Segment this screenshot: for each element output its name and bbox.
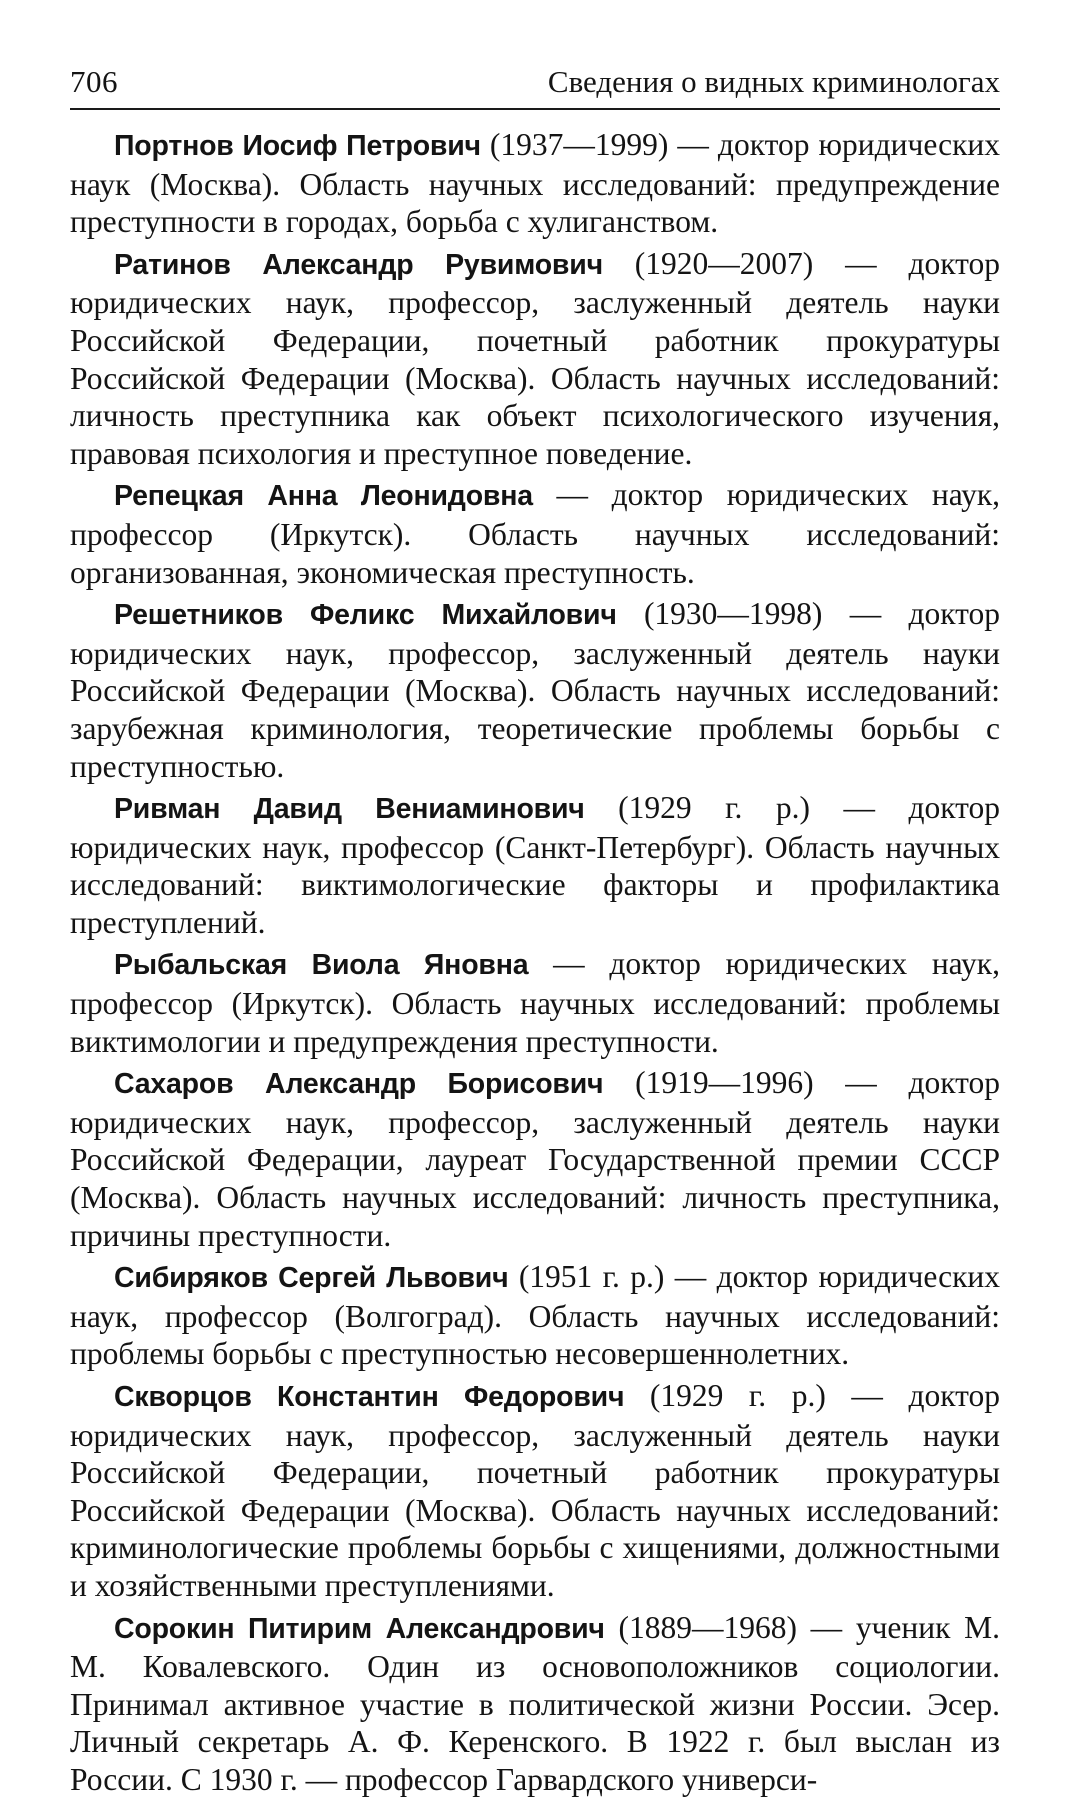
page-header bbox=[70, 62, 1000, 110]
biography-entry bbox=[70, 1064, 1000, 1254]
biography-entry bbox=[70, 789, 1000, 941]
biography-entry bbox=[70, 245, 1000, 473]
biography-entry bbox=[70, 1609, 1000, 1799]
entry-text: (1889—1968) — ученик М. М. Ковалевского. Один из основоположников социологии. Принимал активное участие в политической жизни России. Эсер. Личный секретарь А. Ф. Керенского. В 1922 г. был выслан из России. С 1930 г. — профессор Гарвардского универси- bbox=[70, 1609, 1000, 1797]
person-name: Репецкая Анна Леонидовна bbox=[114, 480, 533, 513]
person-name: Рыбальская Виола Яновна bbox=[114, 949, 529, 982]
entry-text: (1919—1996) — доктор юридических наук, профессор, заслуженный деятель науки Российской Федерации, лауреат Государственной премии СССР (Москва). Область научных исследований: личность преступника, причины преступности. bbox=[70, 1065, 1000, 1253]
entry-text: — доктор юридических наук, профессор (Иркутск). Область научных исследований: организованная, экономическая преступность. bbox=[70, 477, 1001, 590]
person-name: Решетников Феликс Михайлович bbox=[114, 599, 617, 632]
biography-entry bbox=[70, 126, 1000, 241]
entry-text: (1930—1998) — доктор юридических наук, профессор, заслуженный деятель науки Российской Федерации (Москва). Область научных исследований: зарубежная криминология, теоретические проблемы борьбы с преступностью. bbox=[70, 596, 1000, 784]
person-name: Сахаров Александр Борисович bbox=[114, 1068, 604, 1101]
person-name: Скворцов Константин Федорович bbox=[114, 1381, 625, 1413]
entry-text: (1937—1999) — доктор юридических наук (Москва). Область научных исследований: предупреждение преступности в городах, борьба с хулиганством. bbox=[70, 127, 1000, 240]
person-name: Портнов Иосиф Петрович bbox=[114, 130, 481, 162]
person-name: Ратинов Александр Рувимович bbox=[114, 248, 603, 281]
biography-list bbox=[70, 126, 1000, 1803]
entry-text: (1920—2007) — доктор юридических наук, профессор, заслуженный деятель науки Российской Федерации, почетный работник прокуратуры Российской Федерации (Москва). Область научных исследований: личность преступника как объект психологического изучения, правовая психология и преступное поведение. bbox=[70, 245, 1000, 471]
entry-text: — доктор юридических наук, профессор (Иркутск). Область научных исследований: проблемы виктимологии и предупреждения преступности. bbox=[70, 946, 1000, 1059]
person-name: Ривман Давид Вениаминович bbox=[114, 793, 585, 826]
running-title: Сведения о видных криминологах bbox=[547, 64, 1000, 99]
biography-entry bbox=[70, 1258, 1000, 1373]
biography-entry bbox=[70, 595, 1000, 785]
entry-text: (1929 г. р.) — доктор юридических наук, профессор (Санкт-Петербург). Область научных исследований: виктимологические факторы и профилактика преступлений. bbox=[70, 790, 1000, 940]
biography-entry bbox=[70, 476, 1000, 591]
biography-entry bbox=[70, 945, 1000, 1060]
entry-text: (1951 г. р.) — доктор юридических наук, профессор (Волгоград). Область научных исследований: проблемы борьбы с преступностью несовершеннолетних. bbox=[70, 1259, 1000, 1372]
person-name: Сибиряков Сергей Львович bbox=[114, 1262, 509, 1295]
person-name: Сорокин Питирим Александрович bbox=[114, 1612, 605, 1645]
page-number: 706 bbox=[70, 64, 118, 99]
entry-text: (1929 г. р.) — доктор юридических наук, профессор, заслуженный деятель науки Российской Федерации, почетный работник прокуратуры Российской Федерации (Москва). Область научных исследований: криминологические проблемы борьбы с хищениями, должностными и хозяйственными преступлениями. bbox=[70, 1378, 1000, 1603]
biography-entry bbox=[70, 1377, 1000, 1605]
